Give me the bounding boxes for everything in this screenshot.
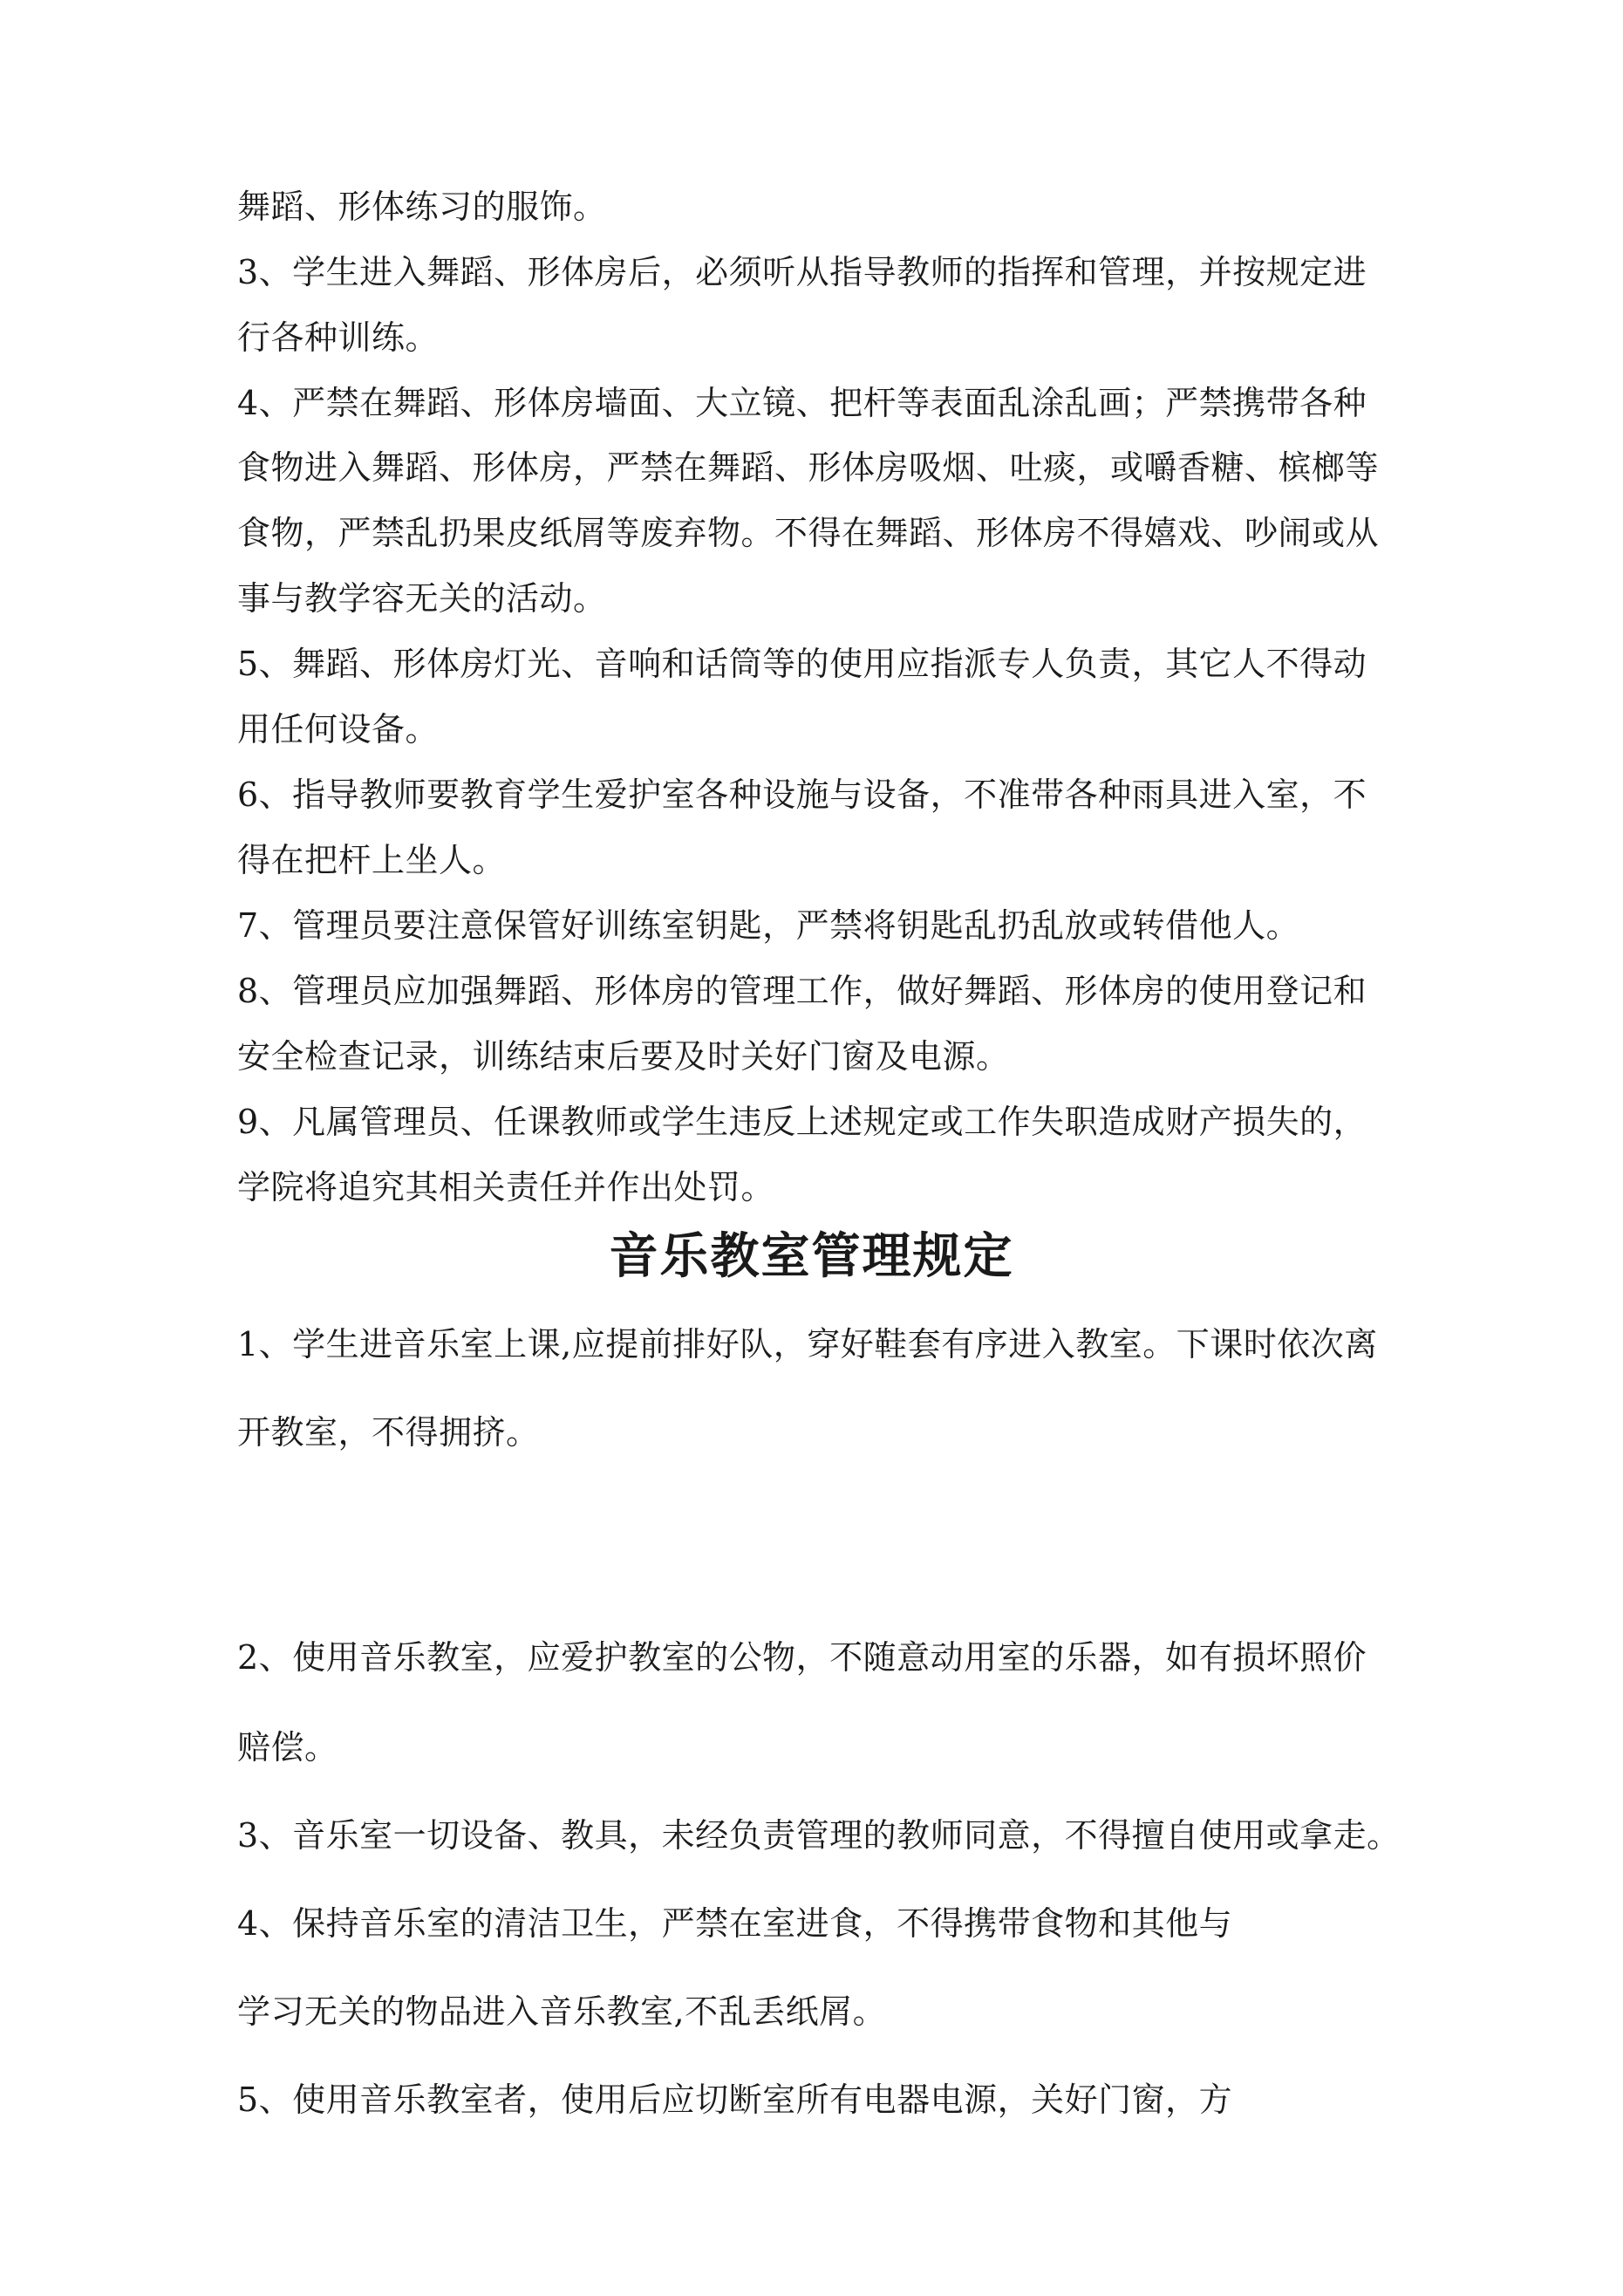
- paragraph-line: 3、音乐室一切设备、教具，未经负责管理的教师同意，不得擅自使用或拿走。: [237, 1816, 1401, 1855]
- paragraph-line: 4、保持音乐室的清洁卫生，严禁在室进食，不得携带食物和其他与: [237, 1904, 1233, 1943]
- paragraph-line: 食物进入舞蹈、形体房，严禁在舞蹈、形体房吸烟、吐痰，或嚼香糖、槟榔等: [237, 448, 1380, 487]
- paragraph-line: 4、严禁在舞蹈、形体房墙面、大立镜、把杆等表面乱涂乱画；严禁携带各种: [237, 384, 1367, 422]
- paragraph-line: 学习无关的物品进入音乐教室,不乱丢纸屑。: [237, 1992, 887, 2031]
- paragraph-line: 学院将追究其相关责任并作出处罚。: [237, 1168, 775, 1206]
- paragraph-line: 5、舞蹈、形体房灯光、音响和话筒等的使用应指派专人负责，其它人不得动: [237, 645, 1367, 683]
- paragraph-line: 事与教学容无关的活动。: [237, 579, 607, 618]
- paragraph-line: 8、管理员应加强舞蹈、形体房的管理工作，做好舞蹈、形体房的使用登记和: [237, 972, 1367, 1010]
- paragraph-line: 7、管理员要注意保管好训练室钥匙，严禁将钥匙乱扔乱放或转借他人。: [237, 906, 1300, 945]
- paragraph-line: 9、凡属管理员、任课教师或学生违反上述规定或工作失职造成财产损失的，: [237, 1103, 1367, 1141]
- section-title: 音乐教室管理规定: [609, 1227, 1014, 1285]
- paragraph-line: 2、使用音乐教室，应爱护教室的公物，不随意动用室的乐器，如有损坏照价: [237, 1638, 1367, 1677]
- paragraph-line: 安全检查记录，训练结束后要及时关好门窗及电源。: [237, 1037, 1010, 1076]
- paragraph-line: 舞蹈、形体练习的服饰。: [237, 188, 607, 226]
- paragraph-line: 6、指导教师要教育学生爱护室各种设施与设备，不准带各种雨具进入室，不: [237, 776, 1367, 814]
- paragraph-line: 开教室，不得拥挤。: [237, 1413, 540, 1452]
- paragraph-line: 食物，严禁乱扔果皮纸屑等废弃物。不得在舞蹈、形体房不得嬉戏、吵闹或从: [237, 514, 1380, 552]
- paragraph-line: 赔偿。: [237, 1728, 338, 1766]
- paragraph-line: 3、学生进入舞蹈、形体房后，必须听从指导教师的指挥和管理，并按规定进: [237, 253, 1367, 291]
- paragraph-line: 1、学生进音乐室上课,应提前排好队，穿好鞋套有序进入教室。下课时依次离: [237, 1325, 1378, 1363]
- paragraph-line: 用任何设备。: [237, 710, 440, 748]
- paragraph-line: 5、使用音乐教室者，使用后应切断室所有电器电源，关好门窗，方: [237, 2081, 1233, 2119]
- paragraph-line: 得在把杆上坐人。: [237, 841, 507, 879]
- paragraph-line: 行各种训练。: [237, 318, 440, 357]
